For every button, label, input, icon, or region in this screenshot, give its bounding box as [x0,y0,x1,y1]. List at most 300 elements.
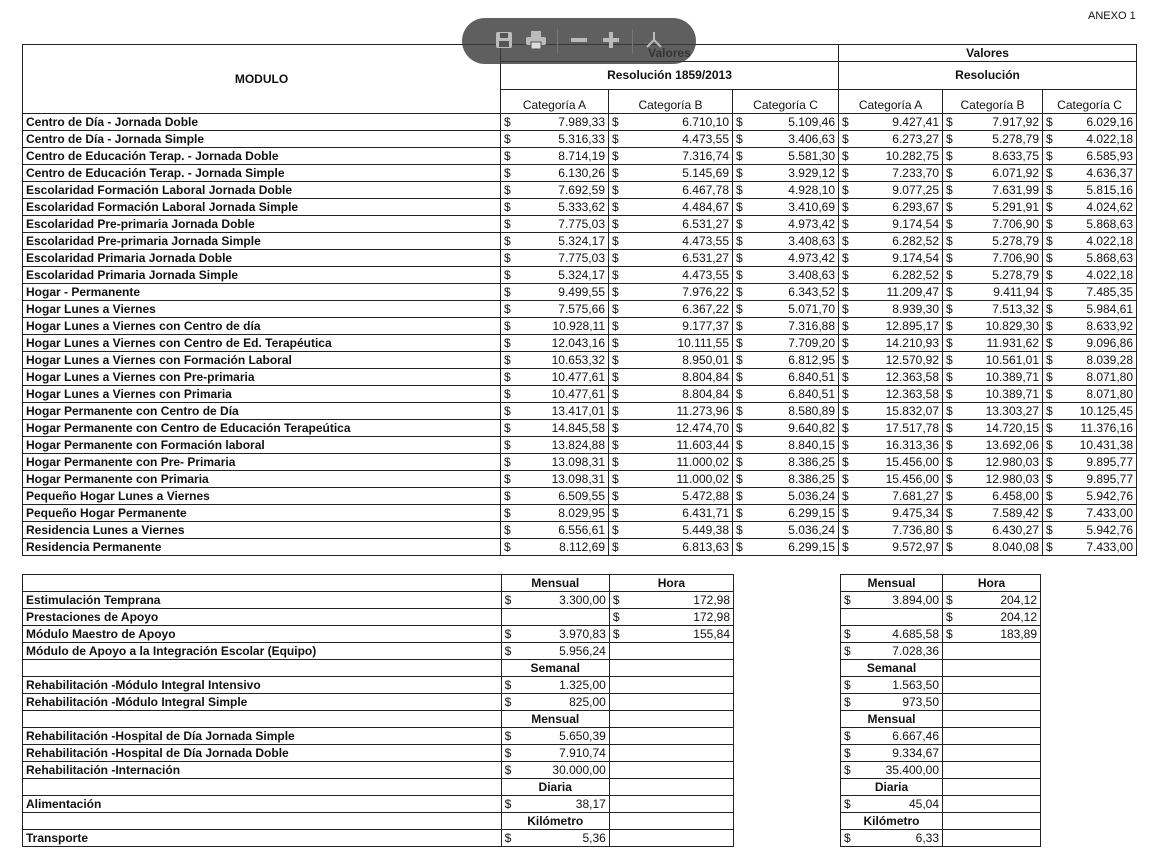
value-cell: 5.868,63 [1055,250,1137,267]
mensual-value: 45,04 [853,796,943,813]
table-row [841,796,1041,813]
value-cell: 4.022,18 [1055,131,1137,148]
currency-symbol: $ [501,403,513,420]
value-cell: 11.376,16 [1055,420,1137,437]
currency-symbol: $ [841,694,853,711]
currency-symbol [609,694,621,711]
value-cell: 5.278,79 [955,267,1043,284]
value-cell: 7.709,20 [745,335,839,352]
category-header: Categoría A [839,90,943,114]
main-values-table [22,44,1137,556]
currency-symbol: $ [841,762,853,779]
hora-value: 172,98 [621,592,733,609]
item-label: Módulo Maestro de Apoyo [23,626,502,643]
mensual-value: 973,50 [853,694,943,711]
value-cell: 13.303,27 [955,403,1043,420]
currency-symbol: $ [943,267,955,284]
table-row [23,643,734,660]
currency-symbol: $ [609,182,621,199]
currency-symbol: $ [1043,386,1055,403]
currency-symbol: $ [501,114,513,131]
value-cell: 6.509,55 [513,488,609,505]
currency-symbol: $ [501,216,513,233]
value-cell: 3.408,63 [745,233,839,250]
value-cell: 4.973,42 [745,250,839,267]
currency-symbol: $ [1043,301,1055,318]
value-cell: 16.313,36 [851,437,943,454]
unit-subheader: Kilómetro [841,813,943,830]
currency-symbol: $ [733,454,745,471]
currency-symbol: $ [501,233,513,250]
value-cell: 10.653,32 [513,352,609,369]
mensual-value: 7.910,74 [513,745,609,762]
currency-symbol: $ [501,165,513,182]
mensual-header: Mensual [501,575,609,592]
currency-symbol: $ [1043,114,1055,131]
table-row [23,454,1137,471]
value-cell: 12.570,92 [851,352,943,369]
unit-subheader: Diaria [841,779,943,796]
value-cell: 5.324,17 [513,233,609,250]
currency-symbol: $ [501,471,513,488]
value-cell: 10.431,38 [1055,437,1137,454]
currency-symbol: $ [943,233,955,250]
currency-symbol: $ [501,677,513,694]
value-cell: 6.071,92 [955,165,1043,182]
value-cell: 5.449,38 [621,522,733,539]
mensual-value [853,609,943,626]
table-row [23,677,734,694]
value-cell: 8.804,84 [621,369,733,386]
currency-symbol: $ [501,420,513,437]
currency-symbol: $ [609,233,621,250]
currency-symbol: $ [839,403,851,420]
value-cell: 7.433,00 [1055,505,1137,522]
mensual-value [513,609,609,626]
value-cell: 10.477,61 [513,386,609,403]
module-label: Residencia Lunes a Viernes [23,522,501,539]
value-cell: 12.363,58 [851,386,943,403]
value-cell: 11.273,96 [621,403,733,420]
value-cell: 6.293,67 [851,199,943,216]
currency-symbol: $ [841,745,853,762]
currency-symbol [943,677,955,694]
table-row [23,403,1137,420]
value-cell: 6.367,22 [621,301,733,318]
currency-symbol: $ [839,488,851,505]
item-label: Alimentación [23,796,502,813]
table-row [23,148,1137,165]
value-cell: 6.710,10 [621,114,733,131]
mensual-header: Mensual [841,575,943,592]
value-cell: 8.804,84 [621,386,733,403]
value-cell: 8.040,08 [955,539,1043,556]
currency-symbol: $ [501,335,513,352]
hora-value [955,643,1041,660]
value-cell: 3.406,63 [745,131,839,148]
currency-symbol: $ [609,437,621,454]
currency-symbol: $ [1043,505,1055,522]
value-cell: 10.829,30 [955,318,1043,335]
currency-symbol: $ [839,454,851,471]
currency-symbol: $ [609,165,621,182]
value-cell: 7.775,03 [513,216,609,233]
supplementary-table-right [840,574,1041,847]
hora-value [621,677,733,694]
currency-symbol: $ [841,677,853,694]
table-row [23,437,1137,454]
currency-symbol: $ [839,301,851,318]
value-cell: 6.343,52 [745,284,839,301]
module-label: Escolaridad Primaria Jornada Simple [23,267,501,284]
value-cell: 11.000,02 [621,471,733,488]
item-label: Estimulación Temprana [23,592,502,609]
value-cell: 6.840,51 [745,369,839,386]
currency-symbol: $ [839,522,851,539]
blank-cell [609,813,733,830]
currency-symbol: $ [839,386,851,403]
value-cell: 11.931,62 [955,335,1043,352]
currency-symbol: $ [733,437,745,454]
currency-symbol: $ [943,318,955,335]
value-cell: 10.389,71 [955,369,1043,386]
table-row [23,182,1137,199]
value-cell: 8.580,89 [745,403,839,420]
module-label: Hogar Lunes a Viernes con Pre-primaria [23,369,501,386]
hora-value [621,694,733,711]
currency-symbol: $ [609,626,621,643]
minus-icon[interactable] [568,30,590,52]
value-cell: 6.531,27 [621,250,733,267]
module-label: Hogar Lunes a Viernes con Formación Laboral [23,352,501,369]
currency-symbol: $ [609,609,621,626]
currency-symbol: $ [733,318,745,335]
value-cell: 10.125,45 [1055,403,1137,420]
value-cell: 5.868,63 [1055,216,1137,233]
currency-symbol: $ [609,420,621,437]
currency-symbol: $ [1043,403,1055,420]
value-cell: 4.022,18 [1055,267,1137,284]
value-cell: 7.631,99 [955,182,1043,199]
value-cell: 6.273,27 [851,131,943,148]
table-row [23,609,734,626]
table-row [841,677,1041,694]
module-label: Centro de Educación Terap. - Jornada Doble [23,148,501,165]
currency-symbol: $ [1043,437,1055,454]
mensual-value: 5.650,39 [513,728,609,745]
currency-symbol: $ [733,522,745,539]
table-row [23,813,734,830]
currency-symbol [943,643,955,660]
value-cell: 7.316,88 [745,318,839,335]
save-icon[interactable] [493,30,515,52]
module-label: Escolaridad Primaria Jornada Doble [23,250,501,267]
currency-symbol: $ [839,114,851,131]
currency-symbol: $ [609,522,621,539]
currency-symbol: $ [1043,471,1055,488]
currency-symbol: $ [943,471,955,488]
value-cell: 4.473,55 [621,131,733,148]
value-cell: 3.410,69 [745,199,839,216]
currency-symbol: $ [841,796,853,813]
module-label: Escolaridad Pre-primaria Jornada Simple [23,233,501,250]
currency-symbol: $ [501,694,513,711]
currency-symbol: $ [609,369,621,386]
value-cell: 7.589,42 [955,505,1043,522]
currency-symbol: $ [609,114,621,131]
blank-cell [23,711,502,728]
currency-symbol: $ [501,301,513,318]
plus-icon[interactable] [600,30,622,52]
module-label: Escolaridad Formación Laboral Jornada Doble [23,182,501,199]
currency-symbol: $ [609,386,621,403]
currency-symbol: $ [501,488,513,505]
item-label: Prestaciones de Apoyo [23,609,502,626]
currency-symbol: $ [733,301,745,318]
value-cell: 5.581,30 [745,148,839,165]
currency-symbol: $ [733,216,745,233]
category-header: Categoría B [609,90,733,114]
currency-symbol: $ [839,369,851,386]
hora-value: 155,84 [621,626,733,643]
currency-symbol: $ [609,301,621,318]
currency-symbol: $ [501,626,513,643]
table-row [23,216,1137,233]
table-row [841,830,1041,847]
currency-symbol: $ [501,131,513,148]
value-cell: 5.333,62 [513,199,609,216]
value-cell: 9.177,37 [621,318,733,335]
table-row [23,745,734,762]
value-cell: 9.174,54 [851,216,943,233]
currency-symbol: $ [733,148,745,165]
currency-symbol: $ [733,233,745,250]
table-row [23,539,1137,556]
currency-symbol [943,728,955,745]
hora-value [621,762,733,779]
currency-symbol: $ [1043,131,1055,148]
table-row [841,626,1041,643]
currency-symbol: $ [943,539,955,556]
currency-symbol: $ [501,148,513,165]
currency-symbol: $ [1043,148,1055,165]
value-cell: 15.832,07 [851,403,943,420]
module-label: Hogar Permanente con Pre- Primaria [23,454,501,471]
currency-symbol: $ [733,369,745,386]
currency-symbol: $ [609,539,621,556]
table-row [841,711,1041,728]
module-label: Hogar Permanente con Centro de Día [23,403,501,420]
value-cell: 12.474,70 [621,420,733,437]
currency-symbol: $ [501,437,513,454]
currency-symbol: $ [609,505,621,522]
hora-value [955,677,1041,694]
value-cell: 10.561,01 [955,352,1043,369]
currency-symbol [943,796,955,813]
mensual-value: 3.894,00 [853,592,943,609]
value-cell: 5.109,46 [745,114,839,131]
currency-symbol [501,609,513,626]
value-cell: 4.636,37 [1055,165,1137,182]
value-cell: 6.556,61 [513,522,609,539]
value-cell: 5.324,17 [513,267,609,284]
blank-cell [943,779,1041,796]
table-row [23,352,1137,369]
currency-symbol: $ [609,318,621,335]
table-row [841,762,1041,779]
value-cell: 10.389,71 [955,386,1043,403]
value-cell: 4.973,42 [745,216,839,233]
table-row [23,335,1137,352]
currency-symbol: $ [839,471,851,488]
value-cell: 8.633,75 [955,148,1043,165]
item-label: Transporte [23,830,502,847]
value-cell: 10.477,61 [513,369,609,386]
table-row [841,728,1041,745]
hora-value: 172,98 [621,609,733,626]
table-row [23,284,1137,301]
value-cell: 12.980,03 [955,454,1043,471]
value-cell: 10.111,55 [621,335,733,352]
currency-symbol: $ [1043,216,1055,233]
value-cell: 12.363,58 [851,369,943,386]
table-row [841,643,1041,660]
value-cell: 6.282,52 [851,267,943,284]
value-cell: 8.950,01 [621,352,733,369]
currency-symbol: $ [609,216,621,233]
value-cell: 9.174,54 [851,250,943,267]
value-cell: 6.130,26 [513,165,609,182]
mensual-value: 825,00 [513,694,609,711]
table-row [23,131,1137,148]
value-cell: 13.098,31 [513,454,609,471]
currency-symbol: $ [501,318,513,335]
value-cell: 7.775,03 [513,250,609,267]
value-cell: 5.036,24 [745,522,839,539]
value-cell: 3.929,12 [745,165,839,182]
category-header: Categoría B [943,90,1043,114]
value-cell: 9.475,34 [851,505,943,522]
table-row [23,592,734,609]
value-cell: 6.029,16 [1055,114,1137,131]
currency-symbol: $ [943,131,955,148]
value-cell: 9.077,25 [851,182,943,199]
currency-symbol: $ [839,318,851,335]
value-cell: 7.706,90 [955,216,1043,233]
module-label: Residencia Permanente [23,539,501,556]
currency-symbol: $ [1043,335,1055,352]
resolution-header-right: Resolución [839,62,1137,90]
currency-symbol: $ [733,199,745,216]
value-cell: 5.278,79 [955,131,1043,148]
currency-symbol: $ [943,505,955,522]
hora-value [621,830,733,847]
value-cell: 8.714,19 [513,148,609,165]
value-cell: 13.692,06 [955,437,1043,454]
category-header: Categoría C [1043,90,1137,114]
table-row [23,386,1137,403]
value-cell: 5.942,76 [1055,522,1137,539]
currency-symbol: $ [609,471,621,488]
currency-symbol: $ [839,233,851,250]
table-row [23,830,734,847]
currency-symbol: $ [943,609,955,626]
acrobat-icon[interactable] [643,30,665,52]
value-cell: 6.431,71 [621,505,733,522]
currency-symbol: $ [1043,267,1055,284]
value-cell: 7.736,80 [851,522,943,539]
value-cell: 9.895,77 [1055,471,1137,488]
currency-symbol: $ [501,592,513,609]
currency-symbol: $ [1043,284,1055,301]
value-cell: 3.408,63 [745,267,839,284]
value-cell: 8.112,69 [513,539,609,556]
value-cell: 14.845,58 [513,420,609,437]
currency-symbol: $ [501,643,513,660]
blank-cell [609,711,733,728]
currency-symbol: $ [1043,233,1055,250]
currency-symbol: $ [839,267,851,284]
currency-symbol: $ [841,728,853,745]
currency-symbol: $ [943,592,955,609]
currency-symbol: $ [943,403,955,420]
currency-symbol: $ [943,369,955,386]
unit-subheader: Mensual [501,711,609,728]
table-row [841,745,1041,762]
currency-symbol [609,796,621,813]
unit-subheader: Semanal [501,660,609,677]
value-cell: 8.633,92 [1055,318,1137,335]
table-row [23,711,734,728]
currency-symbol: $ [1043,318,1055,335]
currency-symbol: $ [501,830,513,847]
currency-symbol: $ [839,505,851,522]
supplementary-table-left [22,574,734,847]
value-cell: 4.024,62 [1055,199,1137,216]
currency-symbol: $ [943,216,955,233]
mensual-value: 7.028,36 [853,643,943,660]
table-row [23,420,1137,437]
currency-symbol: $ [1043,352,1055,369]
value-cell: 7.706,90 [955,250,1043,267]
value-cell: 6.430,27 [955,522,1043,539]
currency-symbol: $ [501,796,513,813]
hora-value [621,796,733,813]
print-icon[interactable] [525,30,547,52]
item-label: Rehabilitación -Hospital de Día Jornada Simple [23,728,502,745]
table-row [23,762,734,779]
currency-symbol: $ [733,267,745,284]
currency-symbol: $ [609,488,621,505]
currency-symbol [609,643,621,660]
blank-cell [943,813,1041,830]
value-cell: 7.316,74 [621,148,733,165]
module-label: Hogar Permanente con Centro de Educación Terapeútica [23,420,501,437]
currency-symbol: $ [501,762,513,779]
mensual-value: 4.685,58 [853,626,943,643]
currency-symbol: $ [609,592,621,609]
currency-symbol: $ [733,165,745,182]
value-cell: 8.071,80 [1055,386,1137,403]
currency-symbol [943,694,955,711]
table-row [23,165,1137,182]
values-header-right: Valores [839,45,1137,62]
currency-symbol: $ [839,165,851,182]
item-label: Rehabilitación -Hospital de Día Jornada Doble [23,745,502,762]
value-cell: 9.895,77 [1055,454,1137,471]
table-row [841,779,1041,796]
currency-symbol: $ [1043,420,1055,437]
